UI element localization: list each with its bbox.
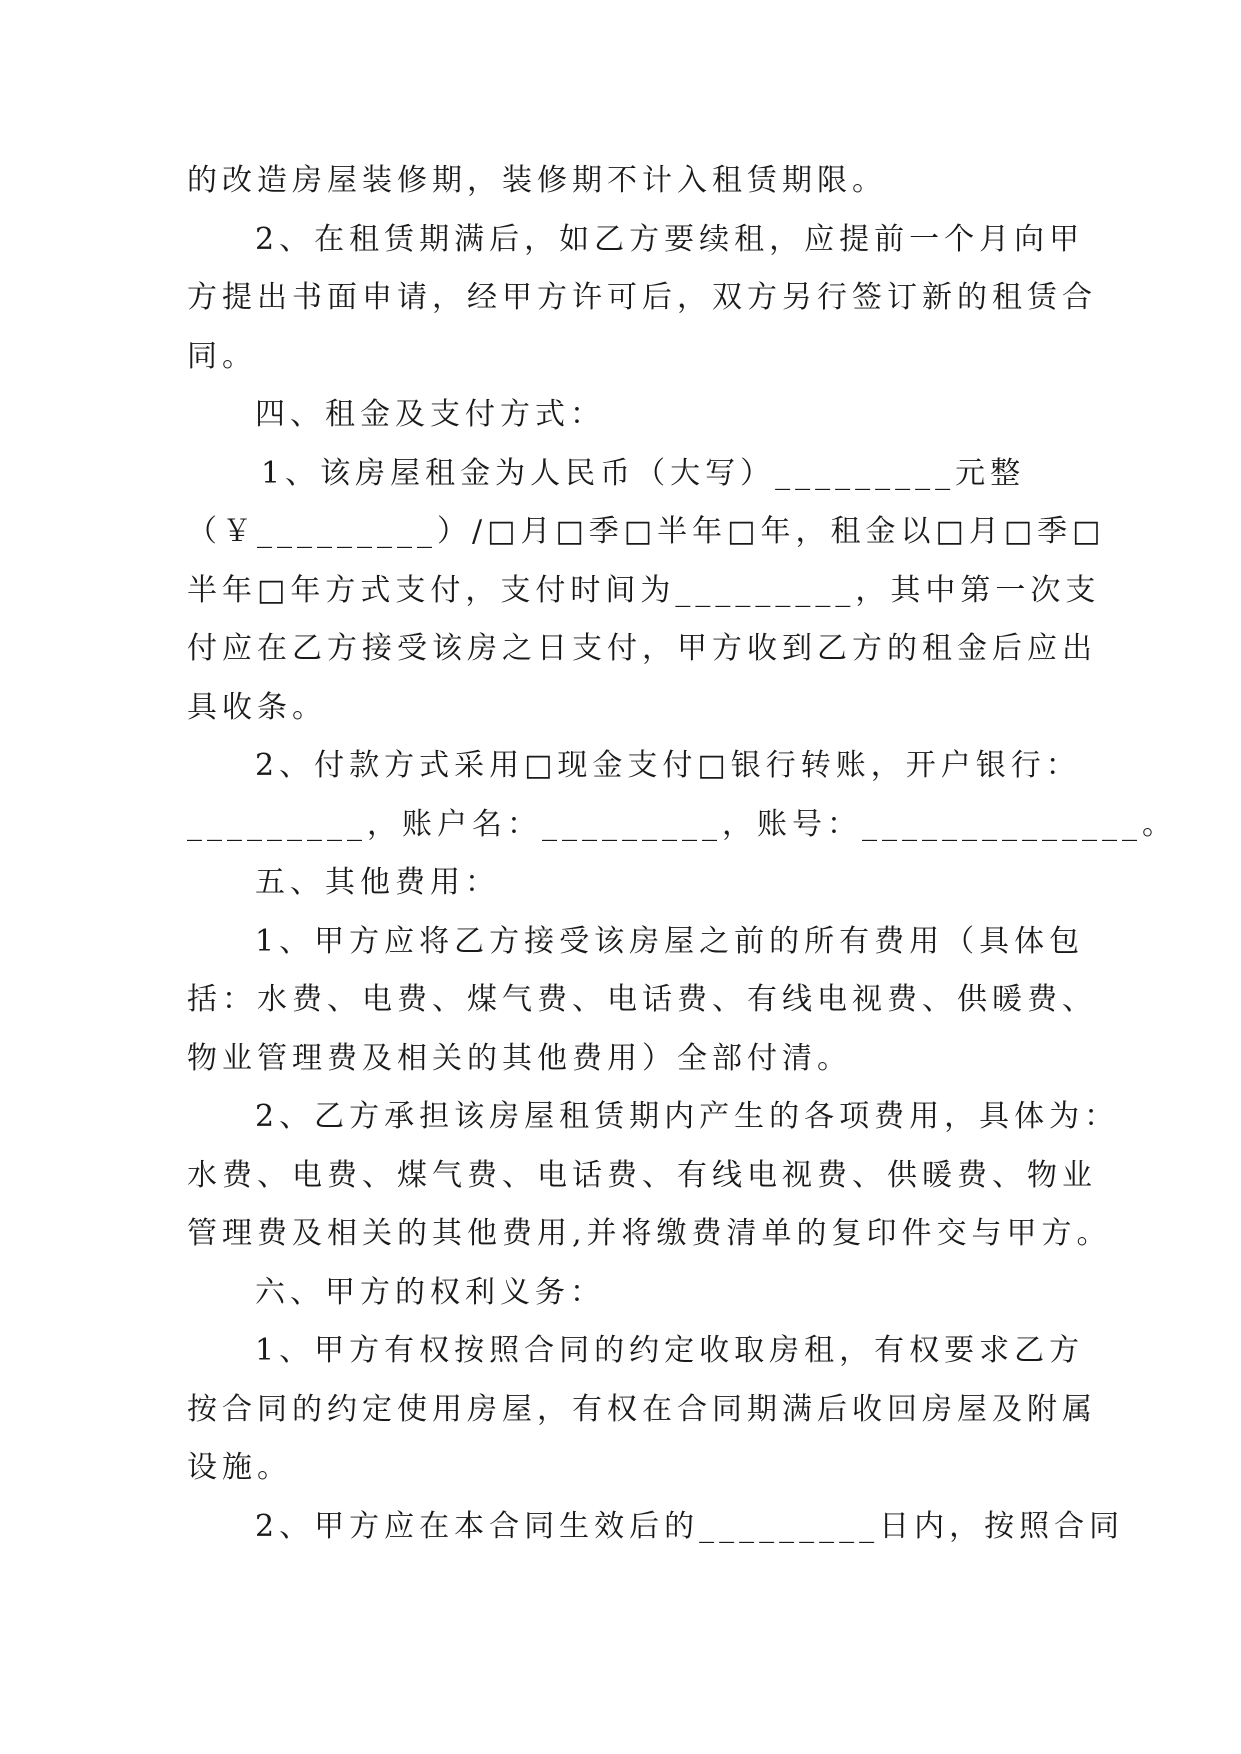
section-heading: 四、租金及支付方式： [255, 397, 605, 432]
text-line: _________，账户名：_________，账号：______________。 [187, 806, 1177, 842]
text-line: 1、甲方有权按照合同的约定收取房租，有权要求乙方 [255, 1333, 1085, 1368]
text-line: 2、在租赁期满后，如乙方要续租，应提前一个月向甲 [255, 221, 1085, 257]
text-line: 设施。 [187, 1450, 292, 1485]
text-line: 方提出书面申请，经甲方许可后，双方另行签订新的租赁合 [187, 280, 1097, 315]
text-line: 2、付款方式采用□现金支付□银行转账，开户银行： [255, 748, 1081, 783]
document-page [187, 152, 1177, 1556]
text-line: 物业管理费及相关的其他费用）全部付清。 [187, 1040, 852, 1076]
text-line: 付应在乙方接受该房之日支付，甲方收到乙方的租金后应出 [187, 631, 1097, 666]
text-line: 1、甲方应将乙方接受该房屋之前的所有费用（具体包 [255, 923, 1085, 959]
text-line: 的改造房屋装修期，装修期不计入租赁期限。 [187, 163, 887, 198]
text-line: 同。 [187, 338, 257, 374]
section-heading: 五、其他费用： [255, 865, 500, 900]
text-line: 2、甲方应在本合同生效后的_________日内，按照合同 [255, 1508, 1125, 1544]
text-line: 管理费及相关的其他费用,并将缴费清单的复印件交与甲方。 [187, 1216, 1112, 1251]
text-line: 1、该房屋租金为人民币（大写）_________元整 [261, 455, 1026, 491]
text-line: （￥_________）/□月□季□半年□年，租金以□月□季□ [187, 514, 1106, 549]
text-line: 2、乙方承担该房屋租赁期内产生的各项费用，具体为： [255, 1099, 1120, 1134]
text-line: 水费、电费、煤气费、电话费、有线电视费、供暖费、物业 [187, 1157, 1097, 1193]
text-line: 半年□年方式支付，支付时间为_________，其中第一次支 [187, 572, 1101, 608]
text-line: 按合同的约定使用房屋，有权在合同期满后收回房屋及附属 [187, 1391, 1097, 1427]
text-line: 具收条。 [187, 689, 327, 725]
text-line: 括：水费、电费、煤气费、电话费、有线电视费、供暖费、 [187, 982, 1097, 1017]
section-heading: 六、甲方的权利义务： [255, 1274, 605, 1310]
